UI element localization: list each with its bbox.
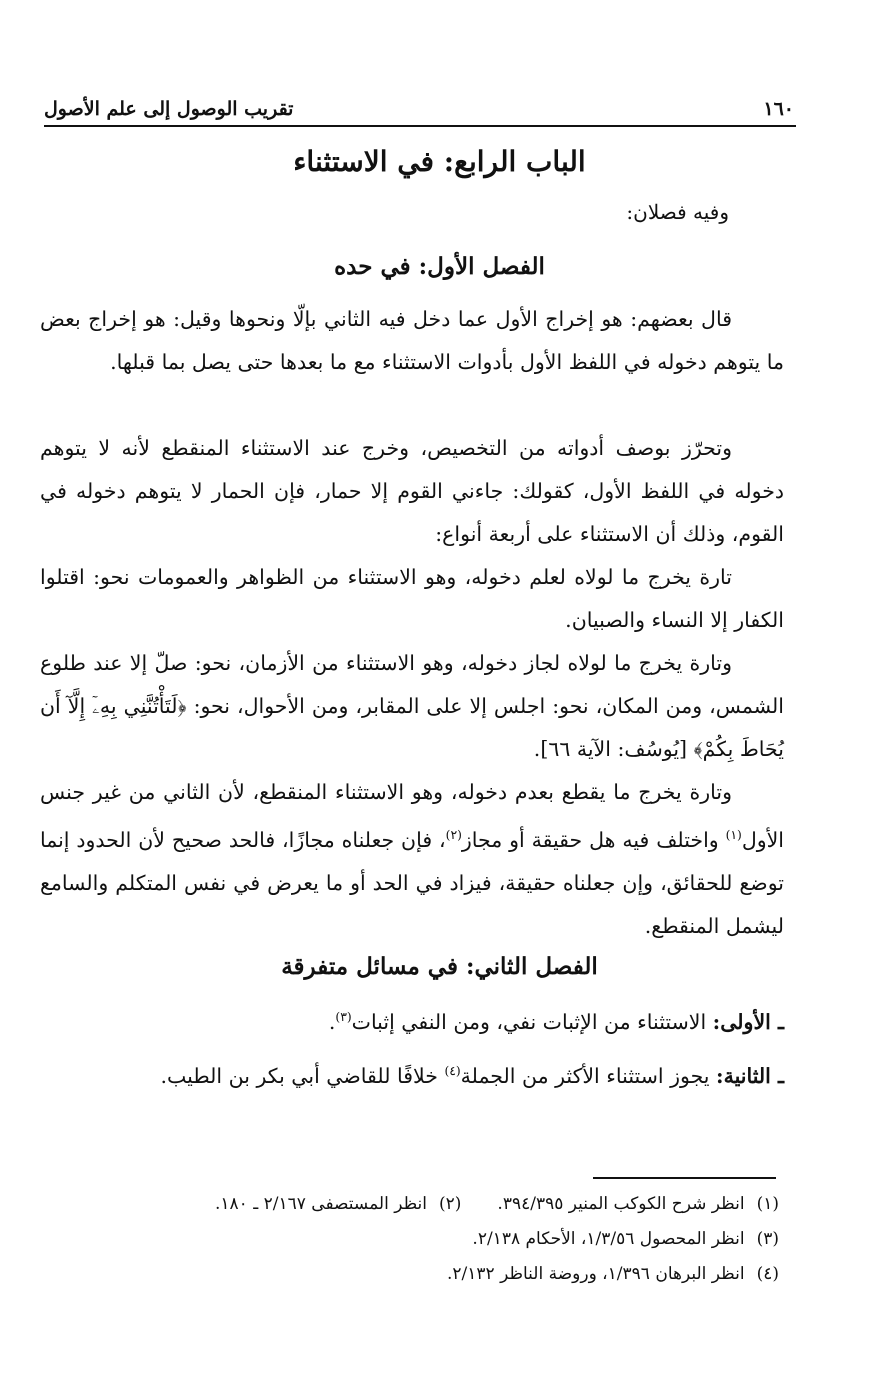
paragraph-text: وتارة يخرج ما يقطع بعدم دخوله، وهو الاستثناء المنقطع، لأن الثاني من غير جنس الأول: [40, 780, 784, 852]
paragraph-conditions: وتحرّز بوصف أدواته من التخصيص، وخرج عند الاستثناء المنقطع لأنه لا يتوهم دخوله في اللفظ الأول، كقولك: جاءني القوم إلا حمار، فإن الحمار لا يتوهم دخوله في القوم، وذلك أن الاستثناء على أربعة أنواع:: [40, 436, 784, 546]
header-rule: [44, 125, 796, 127]
paragraph-text: واختلف فيه هل حقيقة أو مجاز: [461, 827, 726, 852]
footnote-line-2: [472, 1229, 779, 1249]
item-tail: خلافًا للقاضي أبي بكر بن الطيب.: [160, 1063, 445, 1088]
footnote-text: انظر المستصفى ٢/١٦٧ ـ ١٨٠.: [215, 1194, 427, 1214]
footnote-text: انظر شرح الكوكب المنير ٣٩٤/٣٩٥.: [497, 1194, 745, 1214]
chapter-intro: وفيه فصلان:: [626, 200, 729, 224]
chapter-title: الباب الرابع: في الاستثناء: [293, 145, 586, 178]
footnote-ref: (١): [725, 828, 742, 842]
footnote-ref: (٣): [335, 1010, 352, 1024]
footnote-ref: (٤): [444, 1064, 461, 1078]
item-text: الاستثناء من الإثبات نفي، ومن النفي إثبات: [351, 1009, 713, 1034]
paragraph-definition: قال بعضهم: هو إخراج الأول عما دخل فيه الثاني بإلّا ونحوها وقيل: هو إخراج بعض ما يتوهم دخوله في اللفظ الأول بأدوات الاستثناء مع ما بعدها حتى يصل بما قبلها.: [40, 307, 784, 374]
item-tail: .: [328, 1009, 336, 1034]
issue-item-1: [200, 996, 784, 1044]
footnote-line-3: [447, 1264, 779, 1284]
footnote-text: انظر المحصول ١/٣/٥٦، الأحكام ٢/١٣٨.: [472, 1229, 745, 1249]
issue-item-2: [40, 1050, 784, 1098]
footnote-number: (٤): [756, 1264, 779, 1284]
footnote-separator: [593, 1177, 776, 1179]
footnote-number: (١): [756, 1194, 779, 1214]
footnote-line-1: [215, 1194, 779, 1214]
item-text: يجوز استثناء الأكثر من الجملة: [460, 1063, 717, 1088]
paragraph-text: ، فإن جعلناه مجازًا، فالحد صحيح لأن الحدود إنما توضع للحقائق، وإن جعلناه حقيقة، فيزاد في الحد أو ما يعرض في نفس المتكلم والسامع ليشمل المنقطع.: [40, 827, 784, 938]
footnote-text: انظر البرهان ١/٣٩٦، وروضة الناظر ٢/١٣٢.: [447, 1264, 745, 1284]
footnote-number: (٢): [439, 1194, 462, 1214]
item-label: ـ الأولى:: [712, 1009, 784, 1034]
running-header: [44, 84, 794, 120]
section-title-2: الفصل الثاني: في مسائل متفرقة: [281, 953, 598, 980]
paragraph-type-3: [40, 771, 784, 948]
section-title-1: الفصل الأول: في حده: [334, 253, 545, 280]
footnote-ref: (٢): [445, 828, 462, 842]
paragraph-type-1: تارة يخرج ما لولاه لعلم دخوله، وهو الاستثناء من الظواهر والعمومات نحو: اقتلوا الكفار إلا النساء والصبيان.: [40, 565, 784, 632]
book-title: تقريب الوصول إلى علم الأصول: [44, 98, 294, 120]
item-label: ـ الثانية:: [716, 1063, 784, 1088]
paragraph-type-2: وتارة يخرج ما لولاه لجاز دخوله، وهو الاستثناء من الأزمان، نحو: صلّ إلا عند طلوع الشمس، ومن المكان، نحو: اجلس إلا على المقابر، ومن الأحوال، نحو: ﴿لَتَأْتُنَّنِي بِهِۦٓ إِلَّآ أَن يُحَاطَ بِكُمْ﴾ [يُوسُف: الآية ٦٦].: [40, 651, 784, 761]
footnote-number: (٣): [756, 1229, 779, 1249]
page-number: ١٦٠: [763, 98, 794, 120]
